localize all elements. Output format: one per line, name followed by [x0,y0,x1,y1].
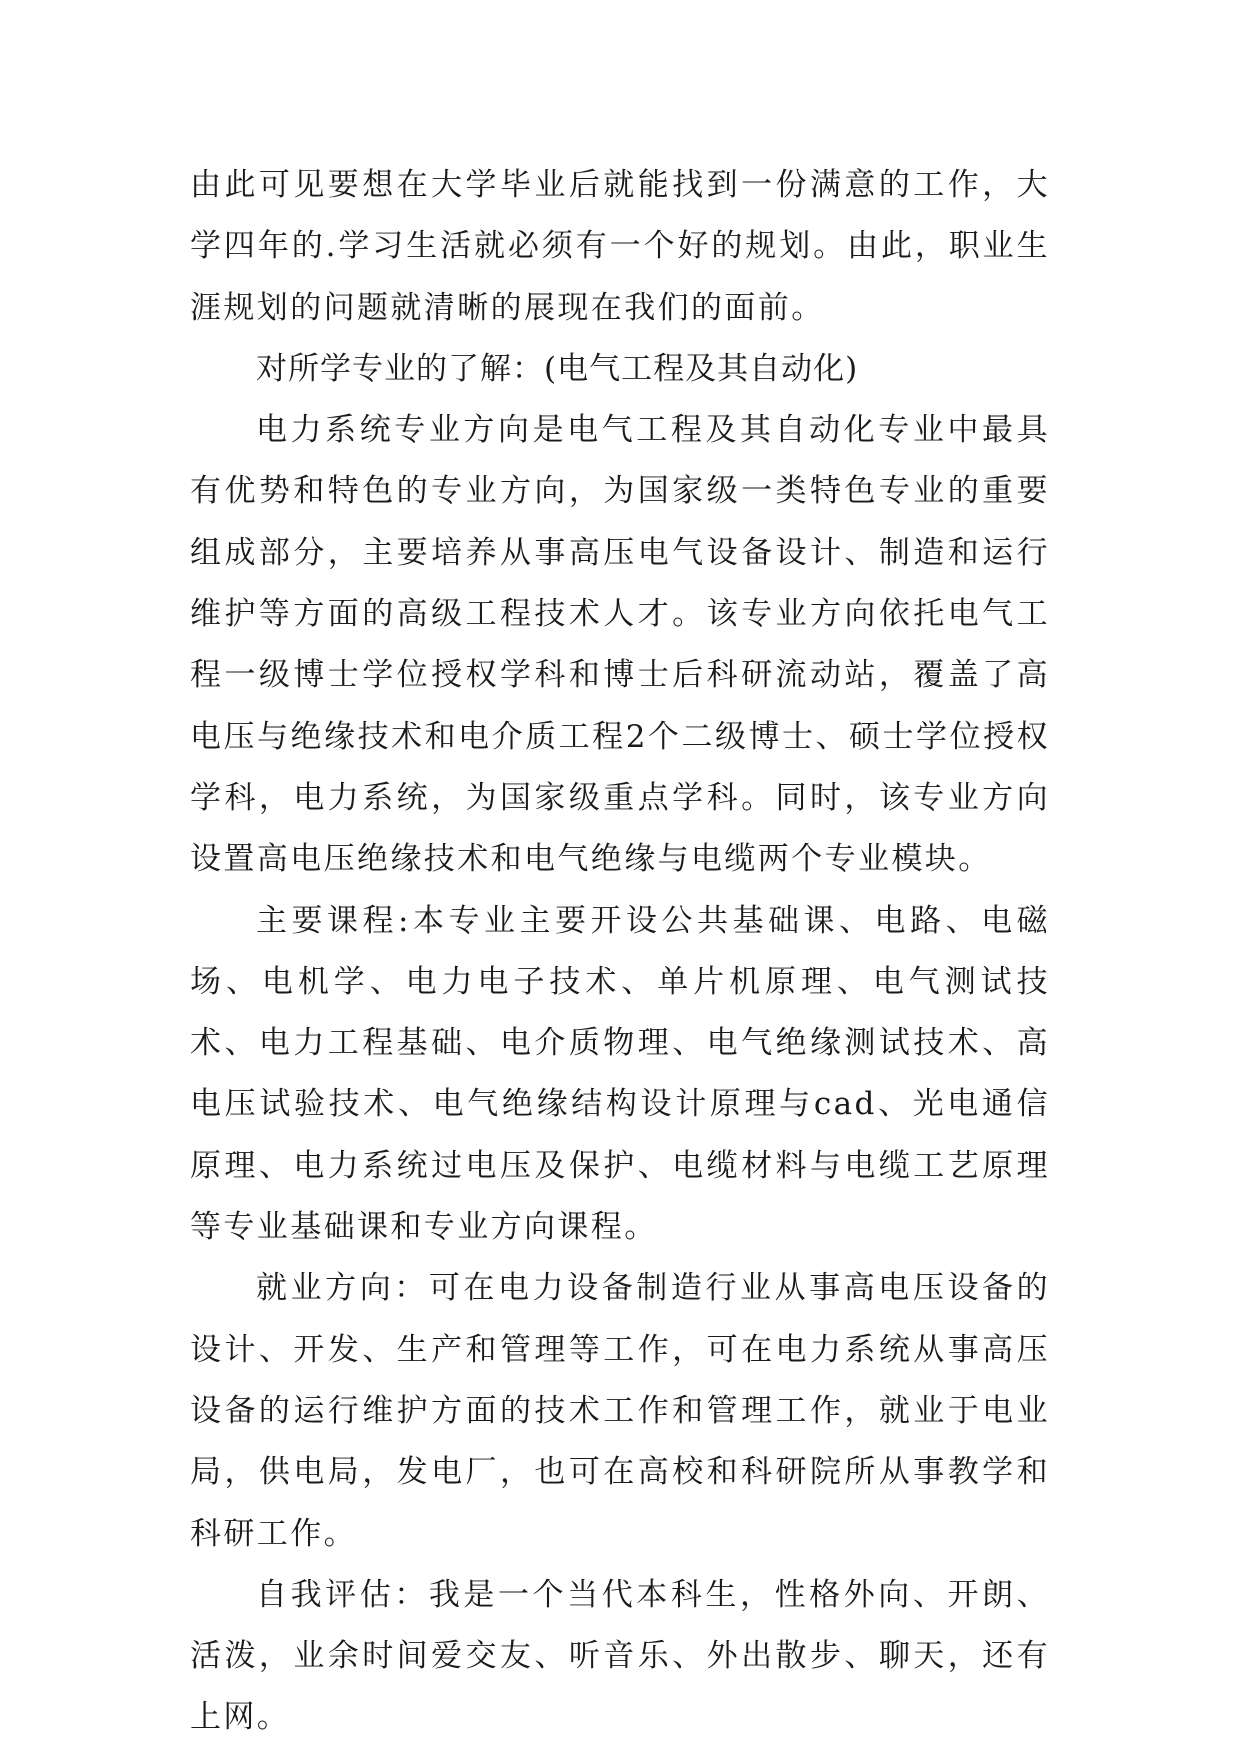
paragraph-career-direction: 就业方向：可在电力设备制造行业从事高电压设备的设计、开发、生产和管理等工作，可在电力系统从事高压设备的运行维护方面的技术工作和管理工作，就业于电业局，供电局，发电厂，也可在高校和科研院所从事教学和科研工作。 [190,1270,1050,1552]
paragraph-major-description: 电力系统专业方向是电气工程及其自动化专业中最具有优势和特色的专业方向，为国家级一类特色专业的重要组成部分，主要培养从事高压电气设备设计、制造和运行维护等方面的高级工程技术人才。该专业方向依托电气工程一级博士学位授权学科和博士后科研流动站，覆盖了高电压与绝缘技术和电介质工程2个二级博士、硕士学位授权学科，电力系统，为国家级重点学科。同时，该专业方向设置高电压绝缘技术和电气绝缘与电缆两个专业模块。 [190,412,1050,878]
paragraph-self-assessment: 自我评估：我是一个当代本科生，性格外向、开朗、活泼，业余时间爱交友、听音乐、外出散步、聊天，还有上网。 [190,1576,1050,1736]
paragraph-main-courses: 主要课程:本专业主要开设公共基础课、电路、电磁场、电机学、电力电子技术、单片机原理、电气测试技术、电力工程基础、电介质物理、电气绝缘测试技术、高电压试验技术、电气绝缘结构设计原理与cad、光电通信原理、电力系统过电压及保护、电缆材料与电缆工艺原理等专业基础课和专业方向课程。 [190,902,1050,1246]
document-body [190,155,1050,1749]
paragraph-intro-conclusion: 由此可见要想在大学毕业后就能找到一份满意的工作，大学四年的.学习生活就必须有一个好的规划。由此，职业生涯规划的问题就清晰的展现在我们的面前。 [190,167,1050,326]
paragraph-major-heading: 对所学专业的了解：(电气工程及其自动化) [256,350,859,387]
